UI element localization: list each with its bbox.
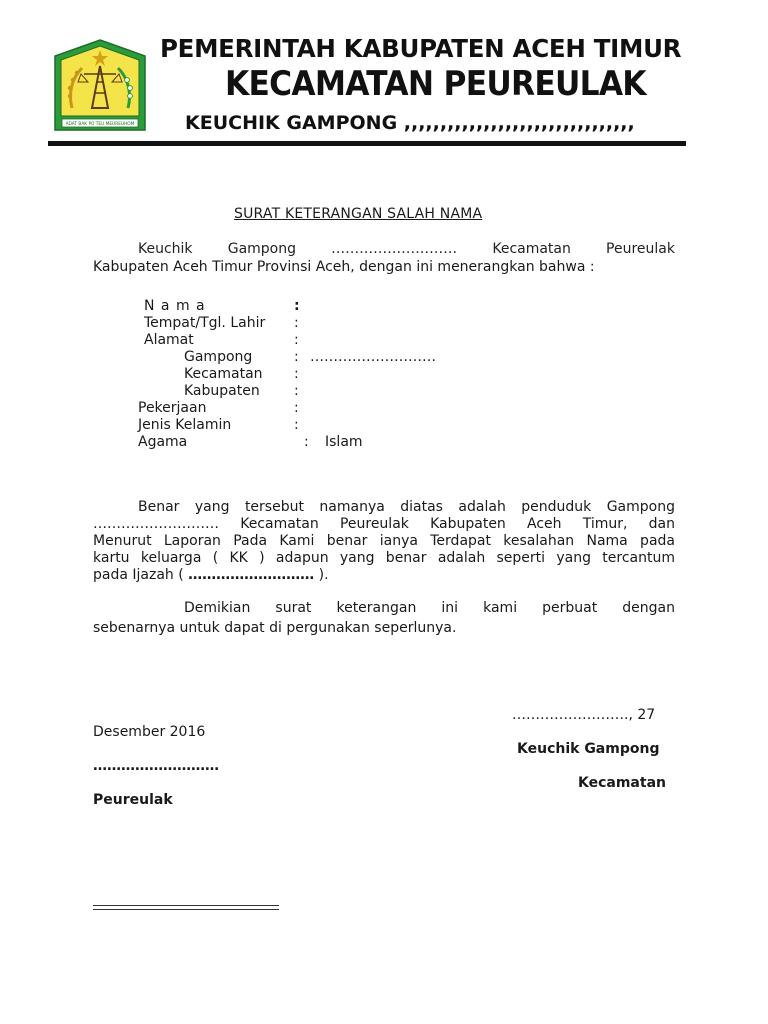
field-kecamatan-label: Kecamatan	[184, 366, 263, 382]
field-nama-label: N a m a	[144, 298, 206, 314]
intro-word: Gampong	[227, 241, 296, 257]
letterhead-divider	[48, 141, 686, 146]
letter-title: SURAT KETERANGAN SALAH NAMA	[234, 206, 483, 222]
field-kabupaten-colon: :	[294, 383, 299, 399]
field-gampong-colon: :	[294, 349, 299, 365]
signature-role: Keuchik Gampong	[517, 741, 660, 757]
signature-date-line: ……………………., 27	[512, 707, 656, 723]
logo-motto: ADAT BAK PO TEU MEUREUHOM	[65, 122, 135, 127]
signature-kecamatan: Kecamatan	[578, 775, 666, 791]
para1-line-2: ……………………… Kecamatan Peureulak Kabupaten Aceh Timur, dan	[93, 516, 675, 532]
intro-line-1	[138, 241, 675, 258]
para1-line-5-prefix: pada Ijazah (	[93, 567, 184, 583]
field-gampong-label: Gampong	[184, 349, 253, 365]
field-ttl-colon: :	[294, 315, 299, 331]
field-agama-value: Islam	[325, 434, 363, 450]
para1-line-5	[93, 567, 329, 584]
intro-word: Kecamatan	[492, 241, 571, 257]
field-pekerjaan-colon: :	[294, 400, 299, 416]
signature-dots: ………………………	[93, 758, 219, 774]
field-ttl-label: Tempat/Tgl. Lahir	[144, 315, 266, 331]
aceh-timur-coat-of-arms-logo	[50, 38, 150, 138]
signature-underline	[93, 905, 279, 910]
letterhead-keuchik: KEUCHIK GAMPONG ,,,,,,,,,,,,,,,,,,,,,,,,,,,,,,,,	[185, 112, 635, 134]
para1-line-5-suffix: ).	[318, 567, 329, 583]
para1-line-4: kartu keluarga ( KK ) adapun yang benar adalah seperti yang tercantum	[93, 550, 675, 566]
field-agama-label: Agama	[138, 434, 188, 450]
intro-word: Keuchik	[138, 241, 193, 257]
intro-line-2: Kabupaten Aceh Timur Provinsi Aceh, dengan ini menerangkan bahwa :	[93, 259, 595, 275]
para2-line-1: Demikian surat keterangan ini kami perbuat dengan	[184, 600, 675, 616]
signature-place: Peureulak	[93, 792, 173, 808]
ijazah-name-blank: ………………………	[188, 567, 315, 583]
letterhead-kecamatan: KECAMATAN PEUREULAK	[225, 64, 646, 104]
letterhead-government: PEMERINTAH KABUPATEN ACEH TIMUR	[160, 34, 682, 63]
signature-date-rest: Desember 2016	[93, 724, 206, 740]
intro-dots: ………………………	[331, 241, 458, 257]
intro-word: Peureulak	[606, 241, 675, 257]
field-alamat-label: Alamat	[144, 332, 194, 348]
field-jenis-kelamin-colon: :	[294, 417, 299, 433]
field-jenis-kelamin-label: Jenis Kelamin	[138, 417, 232, 433]
field-agama-colon: :	[304, 434, 309, 450]
para1-line-1: Benar yang tersebut namanya diatas adalah penduduk Gampong	[138, 499, 675, 515]
field-kabupaten-label: Kabupaten	[184, 383, 260, 399]
field-pekerjaan-label: Pekerjaan	[138, 400, 207, 416]
para2-line-2: sebenarnya untuk dapat di pergunakan seperlunya.	[93, 620, 457, 636]
field-nama-colon: :	[294, 298, 300, 314]
field-gampong-value: ………………………	[310, 349, 436, 365]
field-kecamatan-colon: :	[294, 366, 299, 382]
field-alamat-colon: :	[294, 332, 299, 348]
para1-line-3: Menurut Laporan Pada Kami benar ianya Terdapat kesalahan Nama pada	[93, 533, 675, 549]
